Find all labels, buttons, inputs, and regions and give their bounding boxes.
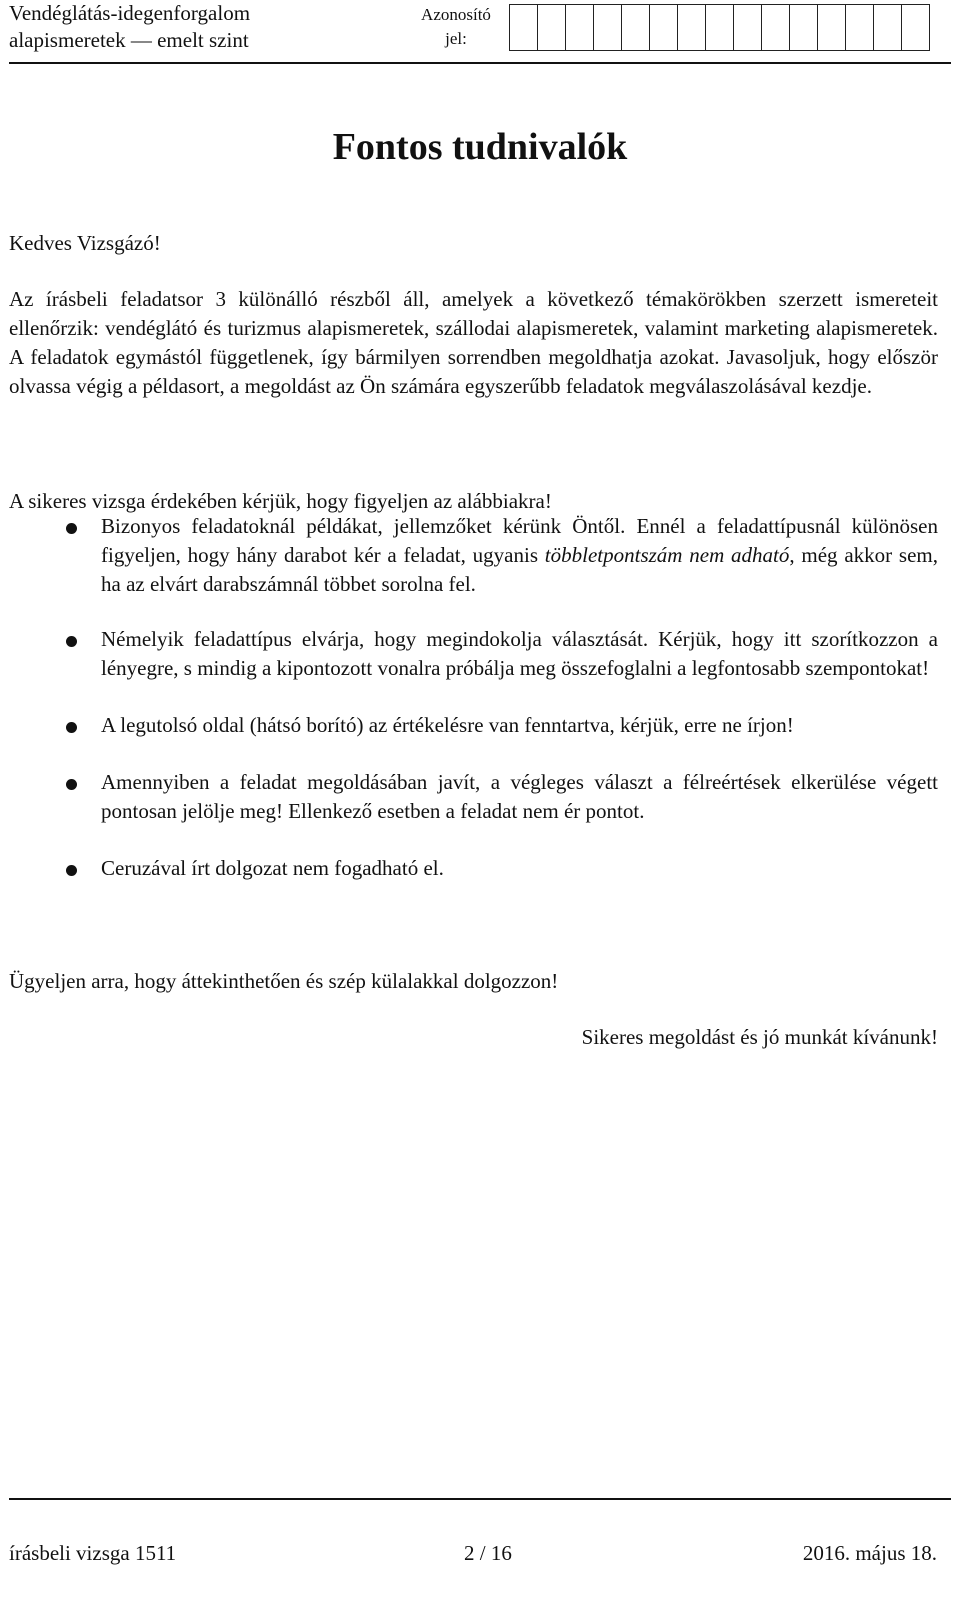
id-box[interactable] bbox=[733, 4, 762, 51]
list-item bbox=[9, 854, 938, 883]
id-box[interactable] bbox=[873, 4, 902, 51]
id-label bbox=[412, 3, 500, 51]
bullet-1-text-end: , még akkor sem, ha az elvárt darabszámnál többet sorolna fel. bbox=[101, 543, 939, 596]
exam-date: 2016. május 18. bbox=[802, 1541, 937, 1565]
bullet-icon bbox=[66, 865, 77, 876]
list-item bbox=[9, 711, 938, 740]
bullet-4-text: Amennyiben a feladat megoldásában javít, a végleges választ a félreértések elkerülése végett pontosan jelölje meg! Ellenkező esetben a feladat nem ér pontot. bbox=[101, 770, 938, 823]
intro-paragraph: Az írásbeli feladatsor 3 különálló részből áll, amelyek a következő témakörökben szerzett ismereteit ellenőrzik: vendéglátó és turizmus alapismeretek, szállodai alapismeretek, valamint marketing alapismeretek. A feladatok egymástól függetlenek, így bármilyen sorrendben megoldhatja azokat. Javasoljuk, hogy először olvassa végig a példasort, a megoldást az Ön számára egyszerűbb feladatok megválaszolásával kezdje. bbox=[9, 287, 938, 398]
greeting: Kedves Vizsgázó! bbox=[9, 231, 161, 255]
exam-code: írásbeli vizsga 1511 bbox=[9, 1541, 177, 1565]
list-item bbox=[9, 768, 938, 826]
header-rule bbox=[9, 62, 951, 64]
id-box[interactable] bbox=[761, 4, 790, 51]
id-box[interactable] bbox=[649, 4, 678, 51]
bullet-icon bbox=[66, 779, 77, 790]
closing-note: Ügyeljen arra, hogy áttekinthetően és szép külalakkal dolgozzon! bbox=[9, 969, 559, 993]
bullet-2-text: Némelyik feladattípus elvárja, hogy megindokolja választását. Kérjük, hogy itt szorítkozzon a lényegre, s mindig a kipontozott vonalra próbálja meg összefoglalni a legfontosabb szempontokat! bbox=[101, 627, 938, 680]
id-box[interactable] bbox=[901, 4, 930, 51]
list-item bbox=[9, 512, 938, 599]
id-box[interactable] bbox=[537, 4, 566, 51]
bullet-icon bbox=[66, 636, 77, 647]
id-box[interactable] bbox=[509, 4, 538, 51]
instruction-list bbox=[9, 512, 938, 911]
instructions-intro: A sikeres vizsga érdekében kérjük, hogy figyeljen az alábbiakra! bbox=[9, 489, 552, 513]
subject-line-2: alapismeretek — emelt szint bbox=[9, 28, 249, 52]
id-box[interactable] bbox=[677, 4, 706, 51]
bullet-1-emphasis: többletpontszám nem adható bbox=[544, 543, 790, 567]
bullet-5-text: Ceruzával írt dolgozat nem fogadható el. bbox=[101, 856, 444, 880]
bullet-3-text: A legutolsó oldal (hátsó borító) az értékelésre van fenntartva, kérjük, erre ne írjon! bbox=[101, 713, 794, 737]
bullet-icon bbox=[66, 523, 77, 534]
id-label-line-2: jel: bbox=[445, 29, 467, 48]
id-box[interactable] bbox=[845, 4, 874, 51]
page-number: 2 / 16 bbox=[464, 1541, 512, 1565]
id-label-line-1: Azonosító bbox=[421, 5, 491, 24]
bullet-icon bbox=[66, 722, 77, 733]
id-box[interactable] bbox=[565, 4, 594, 51]
footer-rule bbox=[9, 1498, 951, 1500]
bullet-1-text-start: Bizonyos feladatoknál példákat, jellemzőket kérünk Öntől. Ennél a feladattípusnál különösen figyeljen, hogy hány darabot kér a feladat, ugyanis bbox=[101, 514, 938, 567]
list-item bbox=[9, 625, 938, 683]
closing-wish: Sikeres megoldást és jó munkát kívánunk! bbox=[581, 1025, 938, 1049]
subject-line-1: Vendéglátás-idegenforgalom bbox=[9, 1, 251, 25]
id-box[interactable] bbox=[789, 4, 818, 51]
id-box[interactable] bbox=[621, 4, 650, 51]
id-boxes[interactable] bbox=[510, 4, 930, 51]
subject-title bbox=[9, 0, 250, 54]
page-title: Fontos tudnivalók bbox=[332, 126, 628, 168]
id-box[interactable] bbox=[705, 4, 734, 51]
id-box[interactable] bbox=[817, 4, 846, 51]
page-header bbox=[9, 0, 951, 64]
id-box[interactable] bbox=[593, 4, 622, 51]
